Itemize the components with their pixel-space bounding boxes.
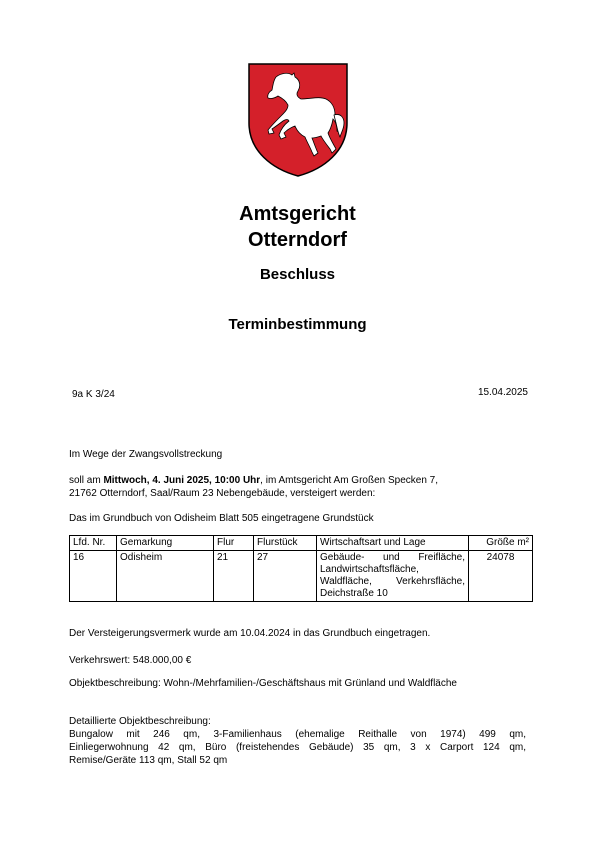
objekt-text: Objektbeschreibung: Wohn-/Mehrfamilien-/Geschäftshaus mit Grünland und Waldfläche bbox=[69, 678, 457, 689]
col-wirtschaftsart: Wirtschaftsart und Lage bbox=[317, 536, 469, 551]
col-gemarkung: Gemarkung bbox=[117, 536, 214, 551]
cell-groesse: 24078 bbox=[469, 551, 533, 602]
intro-text: Im Wege der Zwangsvollstreckung bbox=[69, 449, 223, 460]
file-number: 9a K 3/24 bbox=[72, 389, 115, 400]
detail-line: Einliegerwohnung 42 qm, Büro (freistehendes Gebäude) 35 qm, 3 x Carport 124 qm, bbox=[69, 742, 526, 753]
document-date: 15.04.2025 bbox=[477, 387, 528, 398]
col-flurstueck: Flurstück bbox=[254, 536, 317, 551]
table-row bbox=[70, 551, 533, 602]
auction-suffix: , im Amtsgericht Am Großen Specken 7, bbox=[260, 475, 439, 486]
court-name-line2: Otterndorf bbox=[248, 229, 347, 251]
auction-line2: 21762 Otterndorf, Saal/Raum 23 Nebengebäude, versteigert werden: bbox=[69, 488, 376, 499]
cell-lfd: 16 bbox=[70, 551, 117, 602]
cell-flur: 21 bbox=[214, 551, 254, 602]
col-lfd-nr: Lfd. Nr. bbox=[70, 536, 117, 551]
cell-flurstueck: 27 bbox=[254, 551, 317, 602]
col-groesse: Größe m² bbox=[469, 536, 533, 551]
auction-paragraph bbox=[69, 474, 539, 500]
auction-datetime: Mittwoch, 4. Juni 2025, 10:00 Uhr bbox=[103, 475, 261, 486]
property-table bbox=[69, 535, 533, 602]
detail-heading: Detaillierte Objektbeschreibung: bbox=[69, 716, 211, 727]
vermerk-text: Der Versteigerungsvermerk wurde am 10.04.2024 in das Grundbuch eingetragen. bbox=[69, 628, 431, 639]
lage-line: Landwirtschaftsfläche, bbox=[320, 564, 419, 575]
grundbuch-text: Das im Grundbuch von Odisheim Blatt 505 eingetragene Grundstück bbox=[69, 513, 374, 524]
col-flur: Flur bbox=[214, 536, 254, 551]
cell-gemarkung: Odisheim bbox=[117, 551, 214, 602]
detail-description bbox=[69, 715, 526, 767]
auction-prefix: soll am bbox=[69, 475, 104, 486]
lage-line: Waldfläche, Verkehrsfläche, bbox=[320, 576, 465, 587]
verkehrswert-text: Verkehrswert: 548.000,00 € bbox=[69, 655, 192, 666]
lage-line: Gebäude- und Freifläche, bbox=[320, 552, 465, 563]
table-header-row bbox=[70, 536, 533, 551]
lage-line: Deichstraße 10 bbox=[320, 588, 388, 599]
detail-line: Bungalow mit 246 qm, 3-Familienhaus (ehemalige Reithalle von 1974) 499 qm, bbox=[69, 729, 526, 740]
detail-line: Remise/Geräte 113 qm, Stall 52 qm bbox=[69, 755, 228, 766]
doc-type-heading: Beschluss bbox=[259, 266, 336, 283]
subject-heading: Terminbestimmung bbox=[228, 316, 367, 333]
niedersachsen-horse-crest-icon bbox=[248, 63, 348, 177]
cell-lage bbox=[317, 551, 469, 602]
court-name-line1: Amtsgericht bbox=[239, 203, 356, 225]
